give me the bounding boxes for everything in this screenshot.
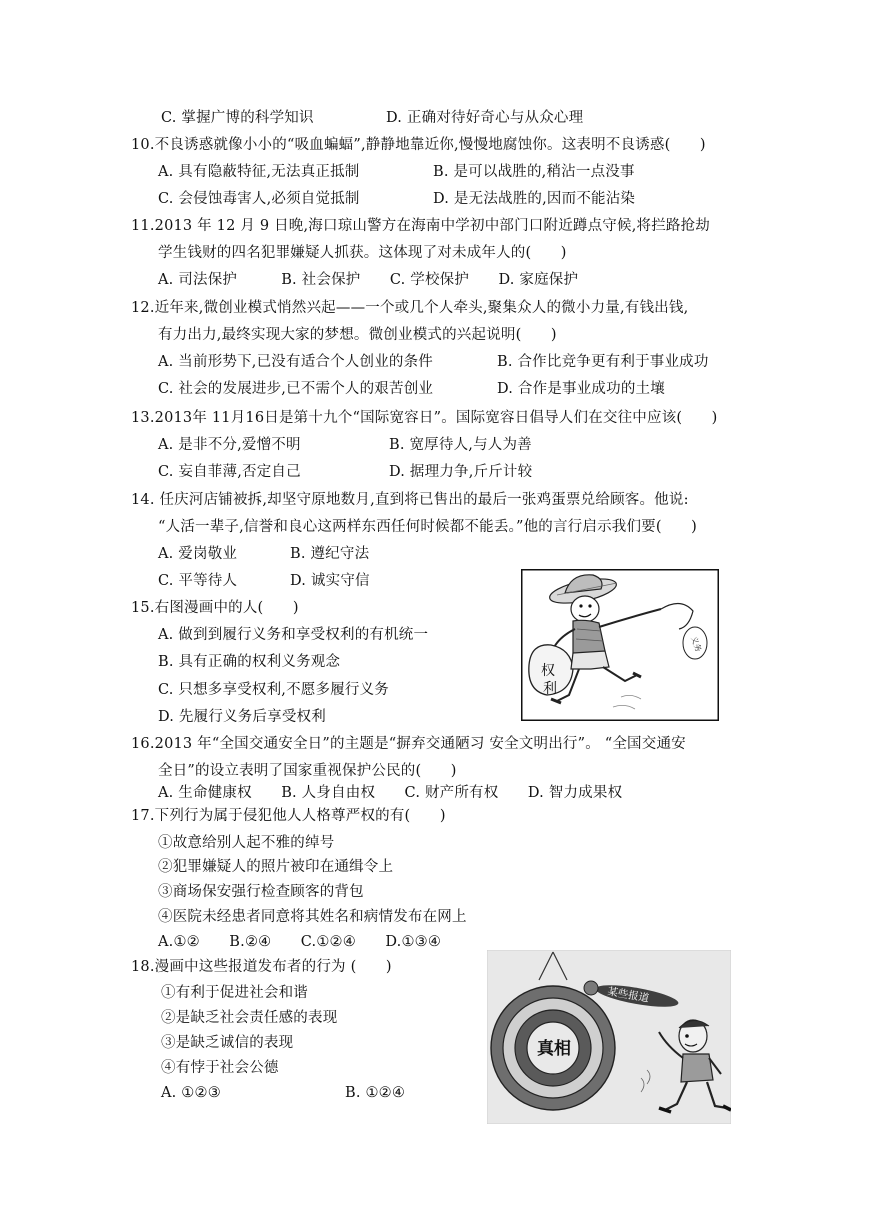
question-text: 12.近年来,微创业模式悄然兴起——一个或几个人牵头,聚集众人的微小力量,有钱出钱,	[131, 300, 689, 316]
question-text: 14. 任庆河店铺被拆,却坚守原地数月,直到将已售出的最后一张鸡蛋票兑给顾客。他说:	[131, 492, 689, 508]
cartoon-rights-duty	[521, 569, 719, 721]
statement-text: ②是缺乏社会责任感的表现	[161, 1010, 338, 1026]
option-text: A. ①②③	[161, 1085, 221, 1101]
option-text: C. 掌握广博的科学知识	[161, 110, 314, 126]
question-text: 学生钱财的四名犯罪嫌疑人抓获。这体现了对未成年人的( )	[158, 245, 567, 261]
option-text: A. 爱岗敬业	[158, 546, 238, 562]
question-text: “人活一辈子,信誉和良心这两样东西任何时候都不能丢。”他的言行启示我们要( )	[158, 519, 697, 535]
option-text: B. 遵纪守法	[290, 546, 370, 562]
option-text: D. 正确对待好奇心与从众心理	[386, 110, 584, 126]
statement-text: ③商场保安强行检查顾客的背包	[158, 884, 364, 900]
option-text: D. 先履行义务后享受权利	[158, 709, 326, 725]
option-text: A. 是非不分,爱憎不明	[158, 437, 301, 453]
question-text: 11.2013 年 12 月 9 日晚,海口琼山警方在海南中学初中部门口附近蹲点守候,将拦路抢劫	[131, 218, 710, 234]
statement-text: ②犯罪嫌疑人的照片被印在通缉令上	[158, 859, 394, 875]
option-text: B. ①②④	[345, 1085, 406, 1101]
option-text: A. 具有隐蔽特征,无法真正抵制	[158, 164, 360, 180]
cartoon-truth-target	[487, 950, 731, 1124]
statement-text: ④有悖于社会公德	[161, 1060, 279, 1076]
svg-text:真相: 真相	[537, 1039, 571, 1058]
option-text: B. 合作比竞争更有利于事业成功	[497, 354, 709, 370]
question-text: 有力出力,最终实现大家的梦想。微创业模式的兴起说明( )	[158, 327, 557, 343]
option-text: C. 妄自菲薄,否定自己	[158, 464, 301, 480]
option-text: A. 做到到履行义务和享受权利的有机统一	[158, 627, 429, 643]
option-text: A. 当前形势下,已没有适合个人创业的条件	[158, 354, 433, 370]
option-text: A. 生命健康权 B. 人身自由权 C. 财产所有权 D. 智力成果权	[158, 785, 623, 801]
question-text: 18.漫画中这些报道发布者的行为 ( )	[131, 959, 392, 975]
statement-text: ④医院未经患者同意将其姓名和病情发布在网上	[158, 909, 467, 925]
question-text: 13.2013年 11月16日是第十九个“国际宽容日”。国际宽容日倡导人们在交往中应该( )	[131, 410, 718, 426]
option-text: D. 合作是事业成功的土壤	[497, 381, 665, 397]
option-text: A. 司法保护 B. 社会保护 C. 学校保护 D. 家庭保护	[158, 272, 579, 288]
option-text: D. 据理力争,斤斤计较	[389, 464, 533, 480]
option-text: C. 只想多享受权利,不愿多履行义务	[158, 682, 390, 698]
statement-text: ①故意给别人起不雅的绰号	[158, 835, 335, 851]
question-text: 15.右图漫画中的人( )	[131, 600, 299, 616]
cartoon-label-rights: 权	[541, 664, 555, 679]
statement-text: ①有利于促进社会和谐	[161, 985, 308, 1001]
option-text: C. 会侵蚀毒害人,必须自觉抵制	[158, 191, 360, 207]
svg-text:某些报道: 某些报道	[606, 985, 650, 1005]
question-text: 16.2013 年“全国交通安全日”的主题是“摒弃交通陋习 安全文明出行”。 “全国交通安	[131, 736, 686, 752]
option-text: C. 社会的发展进步,已不需个人的艰苦创业	[158, 381, 434, 397]
question-text: 全日”的设立表明了国家重视保护公民的( )	[158, 763, 457, 779]
option-text: B. 具有正确的权利义务观念	[158, 654, 341, 670]
statement-text: ③是缺乏诚信的表现	[161, 1035, 294, 1051]
option-text: D. 诚实守信	[290, 573, 370, 589]
svg-text:利: 利	[543, 682, 557, 697]
option-text: B. 是可以战胜的,稍沾一点没事	[433, 164, 635, 180]
option-text: D. 是无法战胜的,因而不能沾染	[433, 191, 636, 207]
option-text: C. 平等待人	[158, 573, 238, 589]
cartoon-label-duty: 义务	[689, 634, 703, 654]
question-text: 17.下列行为属于侵犯他人人格尊严权的有( )	[131, 808, 446, 824]
question-text: 10.不良诱惑就像小小的“吸血蝙蝠”,静静地靠近你,慢慢地腐蚀你。这表明不良诱惑( )	[131, 137, 706, 153]
option-text: A.①② B.②④ C.①②④ D.①③④	[158, 934, 442, 950]
option-text: B. 宽厚待人,与人为善	[389, 437, 532, 453]
